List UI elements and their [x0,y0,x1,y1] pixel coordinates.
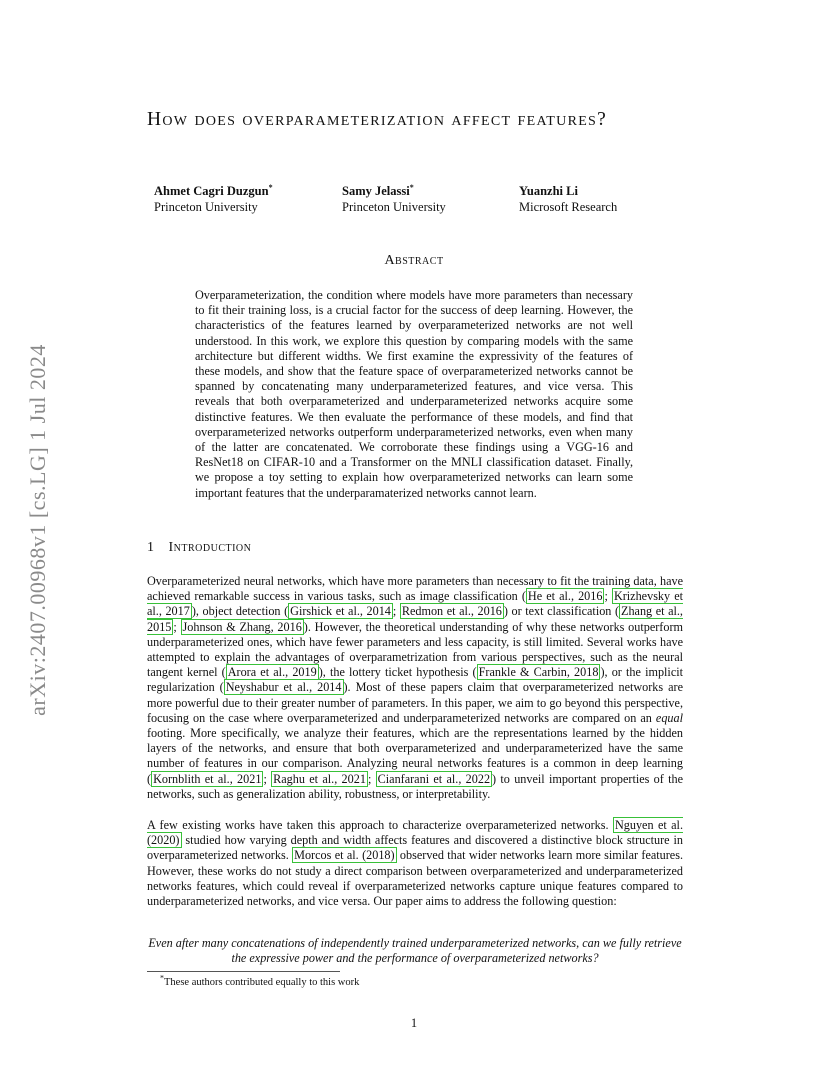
citation-link[interactable]: Arora et al., 2019 [227,665,317,680]
author-affiliation: Princeton University [342,200,446,214]
research-question: Even after many concatenations of independently trained underparameterized networks, can we fully retrieve the expressive power and the performance of overparameterized networks? [148,936,682,966]
author-block-1 [154,183,273,215]
author-block-3 [519,183,617,215]
citation-link[interactable]: Nguyen et al. (2020) [147,818,683,848]
author-name: Ahmet Cagri Duzgun* [154,182,273,198]
emphasis-text: equal [655,710,683,725]
citation-link[interactable]: Morcos et al. (2018) [294,848,395,863]
intro-paragraph-1: Overparameterized neural networks, which have more parameters than necessary to fit the training data, have achieved remarkable success in various tasks, such as image classification ( He et al., 2016 ; Krizhevsky et al., 2017 ), object detection ( Girshick et al., 2014 ; Redmon et al., 2016 ) or text classification ( Zhang et al., 2015 ; Johnson & Zhang, 2016 ). However, the theoretical understanding of why these networks outperform underparameterized ones, which have fewer parameters and less capacity, is still limited. Several works have attempted to explain the advantages of overparametrization from various perspectives, such as the neural tangent kernel ( Arora et al., 2019 ), the lottery ticket hypothesis ( Frankle & Carbin, 2018 ), or the implicit regularization ( Neyshabur et al., 2014 ). Most of these papers claim that overparameterized networks are more powerful due to their greater number of parameters. In this paper, we aim to go beyond this perspective, focusing on the case where overparameterized and underparameterized networks are compared on an equal footing. More specifically, we analyze their features, which are the representations learned by the hidden layers of the networks, and ensure that both overparameterized and underparameterized have the same number of features in our comparison. Analyzing neural networks features is a common in deep learning ( Kornblith et al., 2021 ; Raghu et al., 2021 ; Cianfarani et al., 2022 ) to unveil important properties of the networks, such as generalization ability, robustness, or interpretability. [147,574,684,801]
citation-link[interactable]: Frankle & Carbin, 2018 [478,665,599,680]
citation-link[interactable]: Kornblith et al., 2021 [153,771,262,786]
page-number: 1 [410,1016,418,1030]
arxiv-identifier-stamp [22,300,54,760]
author-name: Samy Jelassi* [342,182,414,198]
citation-link[interactable]: He et al., 2016 [527,589,603,604]
arxiv-identifier-text: arXiv:2407.00968v1 [cs.LG] 1 Jul 2024 [25,344,50,716]
abstract-heading: Abstract [384,253,444,268]
citation-link[interactable]: Cianfarani et al., 2022 [377,771,491,786]
footnote: *These authors contributed equally to this work [160,973,360,988]
footnote-divider [147,971,340,972]
citation-link[interactable]: Krizhevsky et al., 2017 [147,589,684,619]
abstract-text: Overparameterization, the condition where models have more parameters than necessary to fit their training loss, is a crucial factor for the success of deep learning. However, the characteristics of the features learned by overparameterized networks are not well understood. In this work, we explore this question by comparing models with the same architecture but different widths. We first examine the expressivity of the features of these models, and show that the feature space of overparameterized networks cannot be spanned by concatenating many underparameterized features, and vice versa. This reveals that both overparameterized and underparameterized networks acquire some distinctive features. We then evaluate the performance of these models, and find that overparameterized networks outperform underparameterized networks, even when many of the latter are concatenated. We corroborate these findings using a VGG-16 and ResNet18 on CIFAR-10 and a Transformer on the MNLI classification dataset. Finally, we propose a toy setting to explain how overparameterized networks can learn some important features that the underparamaterized networks cannot learn. [195,288,633,500]
citation-link[interactable]: Johnson & Zhang, 2016 [182,619,302,634]
citation-link[interactable]: Raghu et al., 2021 [273,771,366,786]
author-affiliation: Microsoft Research [519,200,618,214]
author-affiliation: Princeton University [154,200,258,214]
paper-title: How does overparameterization affect features? [147,109,608,130]
author-name: Yuanzhi Li [519,184,578,198]
citation-link[interactable]: Zhang et al., 2015 [147,604,683,634]
intro-paragraph-2: A few existing works have taken this approach to characterize overparameterized networks. Nguyen et al. (2020) studied how varying depth and width affects features and discovered a distinctive block structure in overparameterized networks. Morcos et al. (2018) observed that wider networks learn more similar features. However, these works do not study a direct comparison between overparameterized and underparameterized networks features, which could reveal if overparameterized networks capture unique features compared to underparameterized networks, and vice versa. Our paper aims to address the following question: [147,818,684,909]
citation-link[interactable]: Redmon et al., 2016 [401,604,502,619]
citation-link[interactable]: Girshick et al., 2014 [290,604,391,619]
section-heading-introduction: 1 Introduction [147,540,252,555]
author-block-2 [342,183,446,215]
citation-link[interactable]: Neyshabur et al., 2014 [225,680,342,695]
